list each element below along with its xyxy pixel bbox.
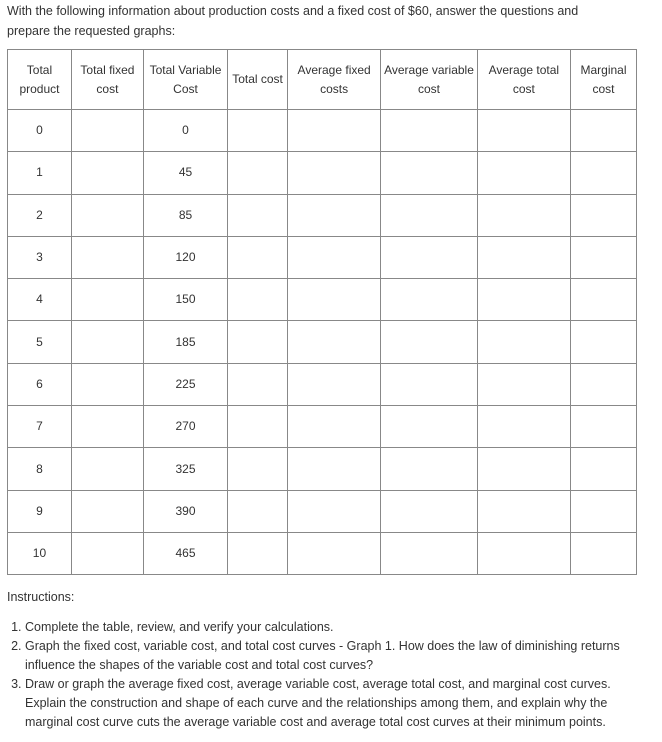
total-fixed-cost-cell	[71, 110, 143, 152]
average-fixed-cost-cell	[287, 406, 380, 448]
product-cell: 5	[8, 321, 72, 363]
table-row	[8, 448, 637, 490]
header-average-total-cost: Average total cost	[477, 50, 570, 110]
marginal-cost-cell	[571, 279, 637, 321]
table-row	[8, 110, 637, 152]
header-total-cost: Total cost	[228, 50, 288, 110]
average-fixed-cost-cell	[287, 532, 380, 574]
table-row	[8, 279, 637, 321]
total-cost-cell	[228, 152, 288, 194]
average-variable-cost-cell	[381, 448, 477, 490]
total-fixed-cost-cell	[71, 194, 143, 236]
header-total-variable-cost: Total Variable Cost	[143, 50, 227, 110]
total-cost-cell	[228, 321, 288, 363]
total-cost-cell	[228, 448, 288, 490]
average-variable-cost-cell	[381, 152, 477, 194]
average-total-cost-cell	[477, 279, 570, 321]
total-variable-cost-cell: 45	[143, 152, 227, 194]
header-total-product: Total product	[8, 50, 72, 110]
total-variable-cost-cell: 85	[143, 194, 227, 236]
product-cell: 3	[8, 236, 72, 278]
average-fixed-cost-cell	[287, 236, 380, 278]
product-cell: 8	[8, 448, 72, 490]
average-total-cost-cell	[477, 236, 570, 278]
header-total-fixed-cost: Total fixed cost	[71, 50, 143, 110]
marginal-cost-cell	[571, 406, 637, 448]
average-fixed-cost-cell	[287, 321, 380, 363]
cost-table	[7, 49, 637, 575]
table-row	[8, 194, 637, 236]
total-variable-cost-cell: 270	[143, 406, 227, 448]
header-average-fixed-costs: Average fixed costs	[287, 50, 380, 110]
product-cell: 6	[8, 363, 72, 405]
table-row	[8, 490, 637, 532]
total-variable-cost-cell: 0	[143, 110, 227, 152]
total-cost-cell	[228, 490, 288, 532]
marginal-cost-cell	[571, 490, 637, 532]
marginal-cost-cell	[571, 110, 637, 152]
average-fixed-cost-cell	[287, 194, 380, 236]
total-cost-cell	[228, 110, 288, 152]
marginal-cost-cell	[571, 321, 637, 363]
intro-line-1: With the following information about production costs and a fixed cost of $60, answer the questions and	[7, 4, 579, 18]
average-variable-cost-cell	[381, 110, 477, 152]
product-cell: 10	[8, 532, 72, 574]
average-fixed-cost-cell	[287, 110, 380, 152]
total-variable-cost-cell: 225	[143, 363, 227, 405]
average-total-cost-cell	[477, 448, 570, 490]
total-cost-cell	[228, 532, 288, 574]
total-fixed-cost-cell	[71, 363, 143, 405]
product-cell: 0	[8, 110, 72, 152]
average-total-cost-cell	[477, 110, 570, 152]
total-fixed-cost-cell	[71, 236, 143, 278]
total-fixed-cost-cell	[71, 532, 143, 574]
average-variable-cost-cell	[381, 363, 477, 405]
product-cell: 9	[8, 490, 72, 532]
total-fixed-cost-cell	[71, 152, 143, 194]
table-row	[8, 321, 637, 363]
average-total-cost-cell	[477, 321, 570, 363]
instructions-list	[7, 618, 647, 732]
header-marginal-cost: Marginal cost	[571, 50, 637, 110]
average-variable-cost-cell	[381, 406, 477, 448]
average-total-cost-cell	[477, 152, 570, 194]
total-fixed-cost-cell	[71, 448, 143, 490]
instruction-item-2: 2. Graph the fixed cost, variable cost, and total cost curves - Graph 1. How does the law of diminishing returns influence the shapes of the variable cost and total cost curves?	[25, 637, 647, 675]
marginal-cost-cell	[571, 532, 637, 574]
table-row	[8, 236, 637, 278]
marginal-cost-cell	[571, 236, 637, 278]
average-variable-cost-cell	[381, 490, 477, 532]
marginal-cost-cell	[571, 363, 637, 405]
average-variable-cost-cell	[381, 279, 477, 321]
product-cell: 2	[8, 194, 72, 236]
total-fixed-cost-cell	[71, 490, 143, 532]
instruction-item-3: 3. Draw or graph the average fixed cost, average variable cost, average total cost, and marginal cost curves. Explain the construction and shape of each curve and the relationships among them, and explain why the marginal cost curve cuts the average variable cost and average total cost curves at their minimum points.	[25, 675, 647, 732]
table-header-row	[8, 50, 637, 110]
marginal-cost-cell	[571, 448, 637, 490]
instructions-title: Instructions:	[7, 590, 75, 604]
total-fixed-cost-cell	[71, 406, 143, 448]
average-variable-cost-cell	[381, 236, 477, 278]
average-fixed-cost-cell	[287, 279, 380, 321]
average-fixed-cost-cell	[287, 490, 380, 532]
header-average-variable-cost: Average variable cost	[381, 50, 477, 110]
average-total-cost-cell	[477, 363, 570, 405]
total-variable-cost-cell: 185	[143, 321, 227, 363]
marginal-cost-cell	[571, 152, 637, 194]
average-total-cost-cell	[477, 490, 570, 532]
total-variable-cost-cell: 150	[143, 279, 227, 321]
average-fixed-cost-cell	[287, 363, 380, 405]
total-variable-cost-cell: 465	[143, 532, 227, 574]
total-variable-cost-cell: 390	[143, 490, 227, 532]
product-cell: 4	[8, 279, 72, 321]
total-fixed-cost-cell	[71, 279, 143, 321]
total-variable-cost-cell: 120	[143, 236, 227, 278]
average-fixed-cost-cell	[287, 152, 380, 194]
instructions	[7, 588, 647, 732]
total-cost-cell	[228, 194, 288, 236]
average-variable-cost-cell	[381, 532, 477, 574]
average-total-cost-cell	[477, 194, 570, 236]
table-row	[8, 152, 637, 194]
average-variable-cost-cell	[381, 321, 477, 363]
total-cost-cell	[228, 279, 288, 321]
total-cost-cell	[228, 236, 288, 278]
average-fixed-cost-cell	[287, 448, 380, 490]
total-variable-cost-cell: 325	[143, 448, 227, 490]
table-row	[8, 532, 637, 574]
marginal-cost-cell	[571, 194, 637, 236]
total-fixed-cost-cell	[71, 321, 143, 363]
product-cell: 7	[8, 406, 72, 448]
intro-text	[7, 1, 652, 41]
table-row	[8, 406, 637, 448]
product-cell: 1	[8, 152, 72, 194]
total-cost-cell	[228, 363, 288, 405]
total-cost-cell	[228, 406, 288, 448]
average-total-cost-cell	[477, 532, 570, 574]
average-total-cost-cell	[477, 406, 570, 448]
average-variable-cost-cell	[381, 194, 477, 236]
intro-line-2: prepare the requested graphs:	[7, 24, 176, 38]
instruction-item-1: 1. Complete the table, review, and verify your calculations.	[25, 618, 647, 637]
table-row	[8, 363, 637, 405]
